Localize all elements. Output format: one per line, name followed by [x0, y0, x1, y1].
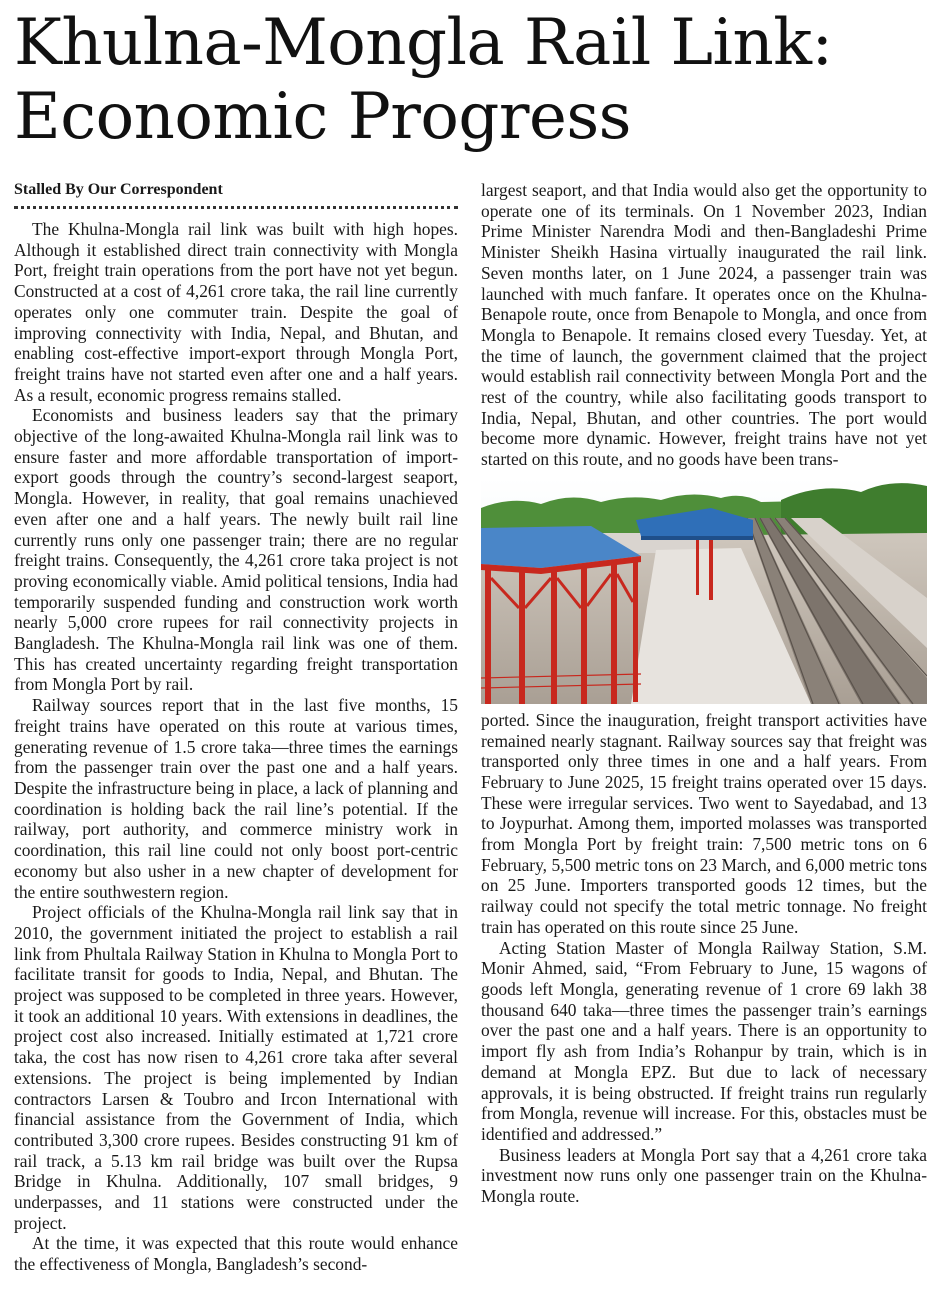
paragraph: Project officials of the Khulna-Mongla rail link say that in 2010, the government initiated the project to establish a rail link from Phultala Railway Station in Khulna to Mongla Port to facilitate transit for goods to India, Nepal, and Bhutan. The project was supposed to be completed in three years. However, it took an additional 10 years. With extensions in deadlines, the project cost also increased. Initially estimated at 1,721 crore taka, the cost has now risen to 4,261 crore taka after several extensions. The project is being implemented by Indian contractors Larsen & Toubro and Ircon International with financial assistance from the Government of India, which contributed 3,300 crore rupees. Besides constructing 91 km of rail track, a 5.13 km rail bridge was built over the Rupsa Bridge in Khulna. Additionally, 107 small bridges, 9 underpasses, and 11 stations were constructed under the project.: [14, 902, 458, 1233]
paragraph: The Khulna-Mongla rail link was built with high hopes. Although it established direct train connectivity with Mongla Port, freight train operations from the port have not yet begun. Constructed at a cost of 4,261 crore taka, the rail line currently operates only one commuter train. Despite the goal of improving connectivity with India, Nepal, and Bhutan, and enabling cost-effective import-export through Mongla Port, freight trains have not started even after one and a half years. As a result, economic progress remains stalled.: [14, 219, 458, 405]
paragraph: Economists and business leaders say that the primary objective of the long-awaited Khulna-Mongla rail link was to ensure faster and more affordable transportation of import-export goods through the country’s second-largest seaport, Mongla. However, in reality, that goal remains unachieved even after one and a half years. The newly built rail line currently runs only one passenger train; there are no regular freight trains. Consequently, the 4,261 crore taka project is not proving economically viable. Amid political tensions, India had temporarily suspended funding and construction work worth nearly 5,000 crore rupees for rail connectivity projects in Bangladesh. The Khulna-Mongla rail link was one of them. This has created uncertainty regarding freight transportation from Mongla Port by rail.: [14, 405, 458, 695]
paragraph: Business leaders at Mongla Port say that a 4,261 crore taka investment now runs only one passenger train on the Khulna-Mongla route.: [481, 1144, 927, 1207]
left-column: [14, 180, 458, 1275]
byline: Stalled By Our Correspondent: [14, 180, 458, 209]
paragraph: largest seaport, and that India would also get the opportunity to operate one of its terminals. On 1 November 2023, Indian Prime Minister Narendra Modi and then-Bangladeshi Prime Minister Sheikh Hasina virtually inaugurated the rail link. Seven months later, on 1 June 2024, a passenger train was launched with much fanfare. It operates once on the Khulna-Benapole route, once from Benapole to Mongla, and once from Mongla to Benapole. It remains closed every Tuesday. Yet, at the time of launch, the government claimed that the project would establish rail connectivity between Mongla Port and the rest of the country, while also facilitating goods transport to India, Nepal, Bhutan, and other countries. The port would become more dynamic. However, freight trains have not yet started on this route, and no goods have been trans-: [481, 180, 927, 470]
paragraph: Railway sources report that in the last five months, 15 freight trains have operated on this route at various times, generating revenue of 1.5 crore taka—three times the earnings from the passenger train over the past one and a half years. Despite the infrastructure being in place, a lack of planning and coordination is holding back the rail line’s potential. If the railway, port authority, and commerce ministry work in coordination, this rail line could not only boost port-centric economy but also usher in a new chapter of development for the entire southwestern region.: [14, 695, 458, 902]
paragraph: Acting Station Master of Mongla Railway Station, S.M. Monir Ahmed, said, “From February to June, 15 wagons of goods left Mongla, generating revenue of 1 crore 69 lakh 38 thousand 640 taka—three times the passenger train’s earnings over the past one and a half years. There is an opportunity to import fly ash from India’s Rohanpur by train, which is in demand at Mongla EPZ. But due to lack of necessary approvals, it is being obstructed. If freight trains run regularly from Mongla, revenue will increase. For this, obstacles must be identified and addressed.”: [481, 937, 927, 1144]
paragraph: At the time, it was expected that this route would enhance the effectiveness of Mongla, Bangladesh’s second-: [14, 1233, 458, 1275]
right-column: [481, 180, 927, 1207]
paragraph: ported. Since the inauguration, freight transport activities have remained nearly stagnant. Railway sources say that freight was transported only three times in one and a half years. From February to June 2025, 15 freight trains operated over 15 days. These were irregular services. Two went to Sayedabad, and 13 to Joypurhat. Among them, imported molasses was transported from Mongla Port by freight train: 7,500 metric tons on 6 February, 5,500 metric tons on 23 March, and 6,000 metric tons on 25 June. Importers transported goods 12 times, but the railway could not specify the total metric tonnage. No freight train has operated on this route since 25 June.: [481, 709, 927, 937]
headline: Khulna-Mongla Rail Link: Economic Progress: [14, 6, 833, 154]
railway-station-photo: [481, 478, 927, 704]
